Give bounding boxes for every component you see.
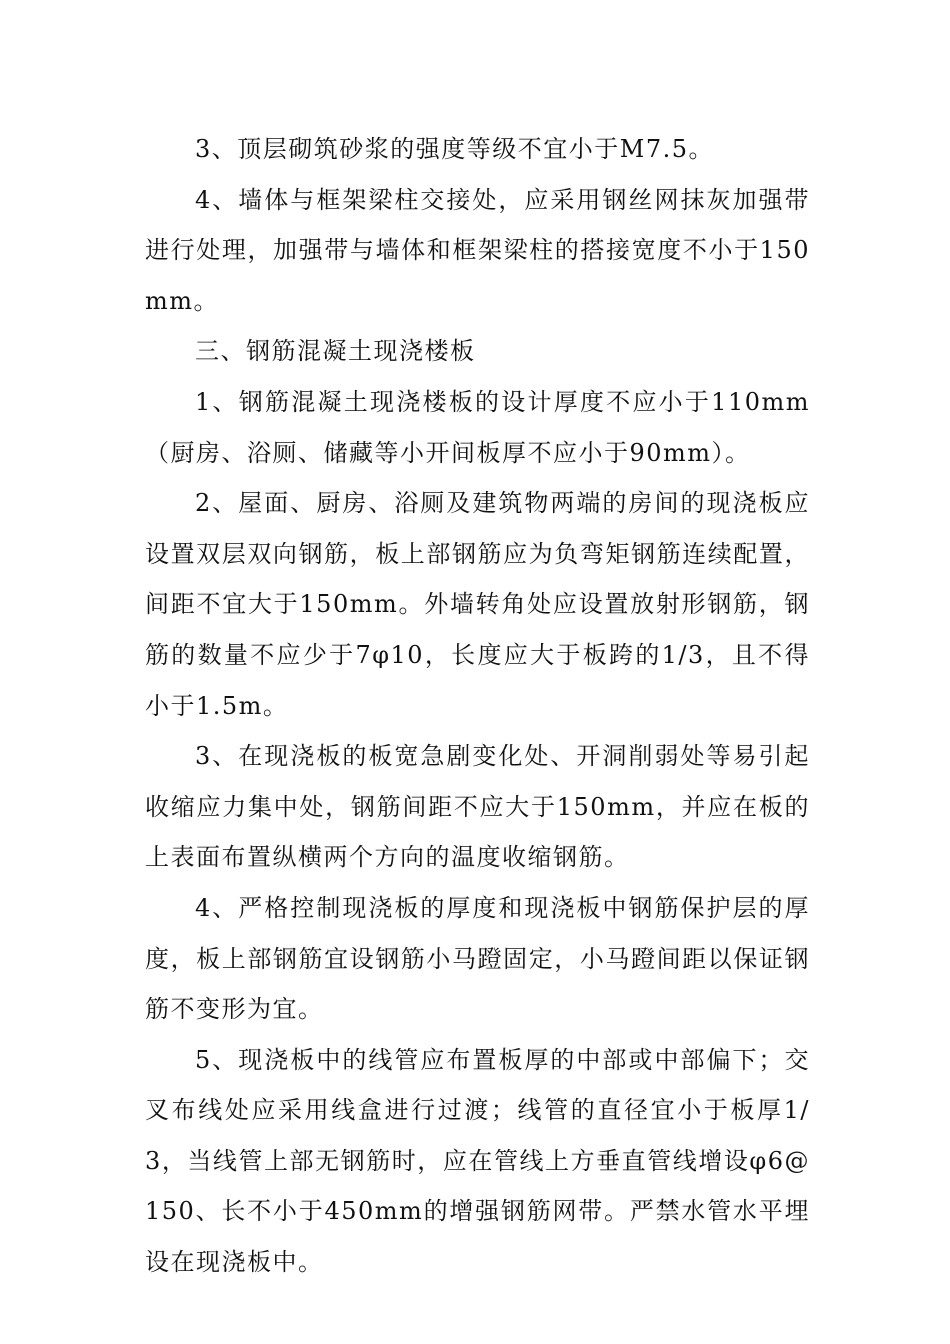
paragraph-wall-beam-junction: 4、墙体与框架梁柱交接处，应采用钢丝网抹灰加强带进行处理，加强带与墙体和框架梁柱的搭接宽度不小于150mm。 [145, 185, 810, 315]
paragraph-double-layer-rebar: 2、屋面、厨房、浴厕及建筑物两端的房间的现浇板应设置双层双向钢筋，板上部钢筋应为负弯矩钢筋连续配置，间距不宜大于150mm。外墙转角处应设置放射形钢筋，钢筋的数量不应少于7φ10，长度应大于板跨的1/3，且不得小于1.5m。 [145, 489, 810, 720]
document-body [145, 124, 810, 1288]
paragraph-conduit-layout: 5、现浇板中的线管应布置板厚的中部或中部偏下；交叉布线处应采用线盒进行过渡；线管的直径宜小于板厚1/3，当线管上部无钢筋时，应在管线上方垂直管线增设φ6@150、长不小于450mm的增强钢筋网带。严禁水管水平埋设在现浇板中。 [145, 1045, 810, 1277]
paragraph-slab-thickness: 1、钢筋混凝土现浇楼板的设计厚度不应小于110mm（厨房、浴厕、储藏等小开间板厚不应小于90mm）。 [145, 387, 810, 467]
section-heading-cast-slab: 三、钢筋混凝土现浇楼板 [195, 337, 476, 366]
paragraph-cover-thickness: 4、严格控制现浇板的厚度和现浇板中钢筋保护层的厚度，板上部钢筋宜设钢筋小马蹬固定，小马蹬间距以保证钢筋不变形为宜。 [145, 893, 810, 1024]
paragraph-mortar-strength: 3、顶层砌筑砂浆的强度等级不宜小于M7.5。 [195, 135, 715, 163]
paragraph-shrinkage-rebar: 3、在现浇板的板宽急剧变化处、开洞削弱处等易引起收缩应力集中处，钢筋间距不应大于150mm，并应在板的上表面布置纵横两个方向的温度收缩钢筋。 [145, 742, 810, 872]
